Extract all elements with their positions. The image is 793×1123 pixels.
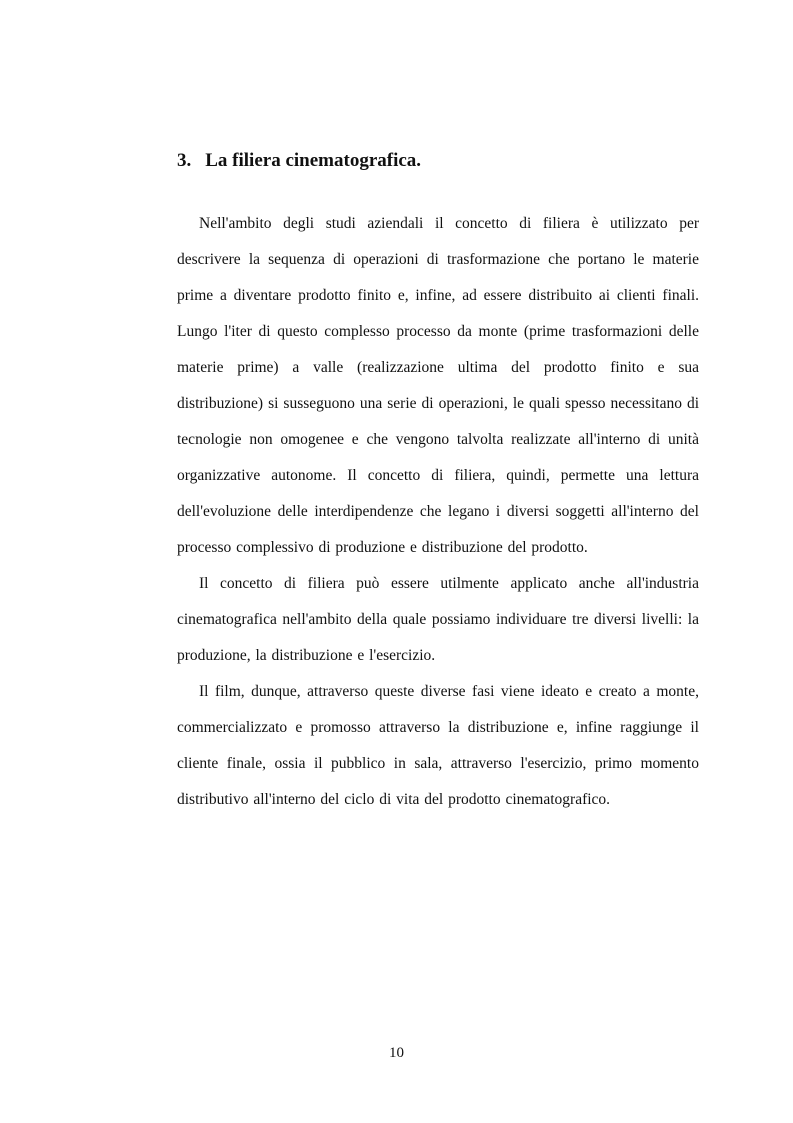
section-title: La filiera cinematografica. xyxy=(205,150,422,171)
body-text xyxy=(177,206,699,818)
page-number: 10 xyxy=(389,1045,404,1061)
paragraph-film-fasi: Il film, dunque, attraverso queste diverse fasi viene ideato e creato a monte, commercializzato e promosso attraverso la distribuzione e, infine raggiunge il cliente finale, ossia il pubblico in sala, attraverso l'esercizio, primo momento distributivo all'interno del ciclo di vita del prodotto cinematografico. xyxy=(177,683,699,808)
section-heading xyxy=(177,148,421,174)
paragraph-industria-cinematografica: Il concetto di filiera può essere utilmente applicato anche all'industria cinematografica nell'ambito della quale possiamo individuare tre diversi livelli: la produzione, la distribuzione e l'esercizio. xyxy=(177,575,699,664)
section-number: 3. xyxy=(177,150,192,171)
paragraph-filiera-definition: Nell'ambito degli studi aziendali il concetto di filiera è utilizzato per descrivere la sequenza di operazioni di trasformazione che portano le materie prime a diventare prodotto finito e, infine, ad essere distribuito ai clienti finali. Lungo l'iter di questo complesso processo da monte (prime trasformazioni delle materie prime) a valle (realizzazione ultima del prodotto finito e sua distribuzione) si susseguono una serie di operazioni, le quali spesso necessitano di tecnologie non omogenee e che vengono talvolta realizzate all'interno di unità organizzative autonome. Il concetto di filiera, quindi, permette una lettura dell'evoluzione delle interdipendenze che legano i diversi soggetti all'interno del processo complessivo di produzione e distribuzione del prodotto. xyxy=(177,215,699,556)
